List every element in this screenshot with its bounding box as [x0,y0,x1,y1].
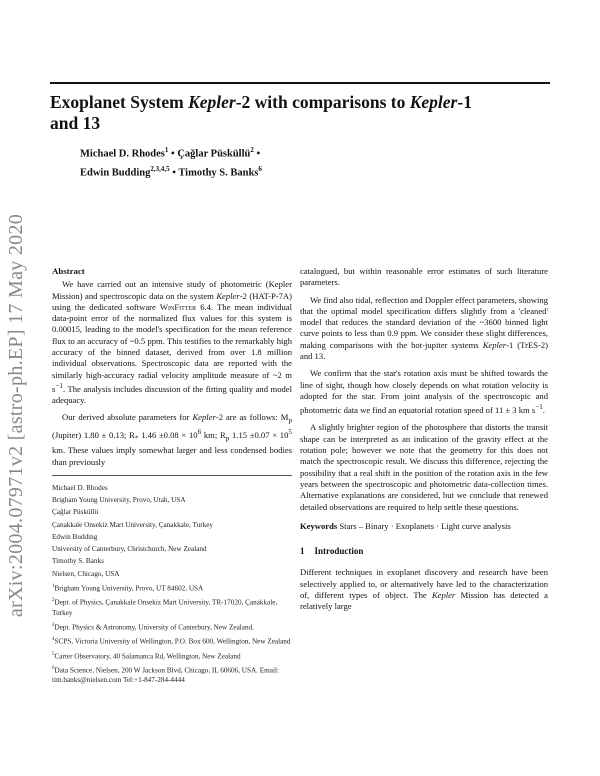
left-column [52,266,292,688]
body-paragraph: catalogued, but within reasonable error estimates of such literature parameters. [300,266,548,288]
footnote: $^6$Data Science, Nielsen, 200 W Jackson Blvd, Chicago, IL 60606, USA. Email: tim.banks@nielsen.com Tel:+1-847-284-4444 [52,666,279,685]
footnote: $^4$SCPS, Victoria University of Wellington, P.O. Box 600, Wellington, New Zealand [52,637,291,646]
affiliation-divider [52,475,292,476]
affiliation-line: Çağlar Püsküllü [52,508,99,517]
abstract-paragraph: Our derived absolute parameters for Kepler-2 are as follows: $M_p$ (Jupiter) 1.80 ± 0.13; $R_*$ $1.46 \pm 0.08 \times 10^6$ km; $R_p$ $1.15 \pm 0.07 \times 10^5$ km. These values imply somewhat larger and less condensed bodies than previously [52,412,293,467]
abstract-paragraph: We have carried out an intensive study of photometric (Kepler Mission) and spectroscopic data on the system Kepler-2 (HAT-P-7A) using the dedicated software WinFitter 6.4. The mean individual data-point error of the normalized flux values for this system is 0.00015, leading to the model's specification for the mean reference flux to an accuracy of ~0.5 ppm. This testifies to the remarkably high accuracy of the binned dataset, derived from over 1.8 million individual observations. Spectroscopic data are reported with the similarly high-accuracy radial velocity amplitude measure of ~2 m $s^{-1}$. The analysis includes discussion of the fitting quality and model adequacy. [52,279,292,406]
body-paragraph: We find also tidal, reflection and Doppler effect parameters, showing that the optimal model specification differs slightly from a 'cleaned' model that reduces the standard deviation of the ~3600 binned light curve points to less than 0.9 ppm. We consider these slight differences, making comparisons with the hot-jupiter systems Kepler-1 (TrES-2) and 13. [300,294,548,362]
affiliation-line: Timothy S. Banks [52,557,104,566]
page-title: Exoplanet System Kepler-2 with comparisons to Kepler-1 and 13 [50,92,472,133]
affiliation-line: Michael D. Rhodes [52,483,108,492]
arxiv-identifier [4,180,30,650]
footnote: $^5$Carter Observatory, 40 Salamanca Rd, Wellington, New Zealand [52,651,241,661]
affiliation-line: Nielsen, Chicago, USA [52,569,120,578]
body-paragraph: We confirm that the star's rotation axis must be shifted towards the line of sight, though how closely depends on what rotation velocity is adopted for the star. From joint analysis of the spectroscopic and photometric data we find an equatorial rotation speed of 11 ± 3 km $s^{-1}$. [300,368,548,416]
body-paragraph: A slightly brighter region of the photosphere that distorts the transit shape can be interpreted as an indication of the gravity effect at the rotation pole; however we note that the geometry for this does not match the spectroscopic result. We discuss this difference, rejecting the possibility that a real shift in the position of the rotation axis in the few years between the spectroscopic and photometric data-collection times. Alternative explanations are considered, but we conclude that renewed detailed observations are required to help settle these questions. [300,422,548,512]
affiliation-line: University of Canterbury, Christchurch, New Zealand [52,545,207,554]
author-name: Edwin Budding [80,167,151,178]
affiliation-line: Çanakkale Onsekiz Mart University, Çanakkale, Turkey [52,520,214,529]
arxiv-id-text: arXiv:2004.07971v2 [astro-ph.EP] 17 May 2020 [5,213,28,617]
footnote: $^2$Dept. of Physics, Çanakkale Onsekiz Mart University, TR-17020, Çanakkale, Turkey [52,598,278,617]
section-heading: 1 Introduction [300,546,364,557]
footnote: $^1$Brigham Young University, Provo, UT 84602, USA [52,584,204,593]
author-list: Michael D. Rhodes$^1$ • Çağlar Püsküllü$^2$ • Edwin Budding$^{2,3,4,5}$ • Timothy S. Banks$^6$ [80,146,262,178]
author-name: Çağlar Püsküllü [177,148,251,160]
right-column [300,266,548,619]
author-name: Timothy S. Banks [178,167,259,178]
affiliation-line: Brigham Young University, Provo, Utah, USA [52,496,186,504]
affiliation-line: Edwin Budding [52,532,98,541]
keywords: Keywords Stars – Binary · Exoplanets · Light curve analysis [300,520,511,531]
abstract-heading: Abstract [52,266,85,276]
title-rule [50,82,550,84]
footnote: $^3$Dept. Physics & Astronomy, University of Canterbury, New Zealand. [52,622,254,632]
body-paragraph: Different techniques in exoplanet discovery and research have been selectively applied to, or alternatively have led to the characterization of, different types of object. The Kepler Mission has detected a relatively large [300,567,548,612]
author-name: Michael D. Rhodes [80,148,165,160]
